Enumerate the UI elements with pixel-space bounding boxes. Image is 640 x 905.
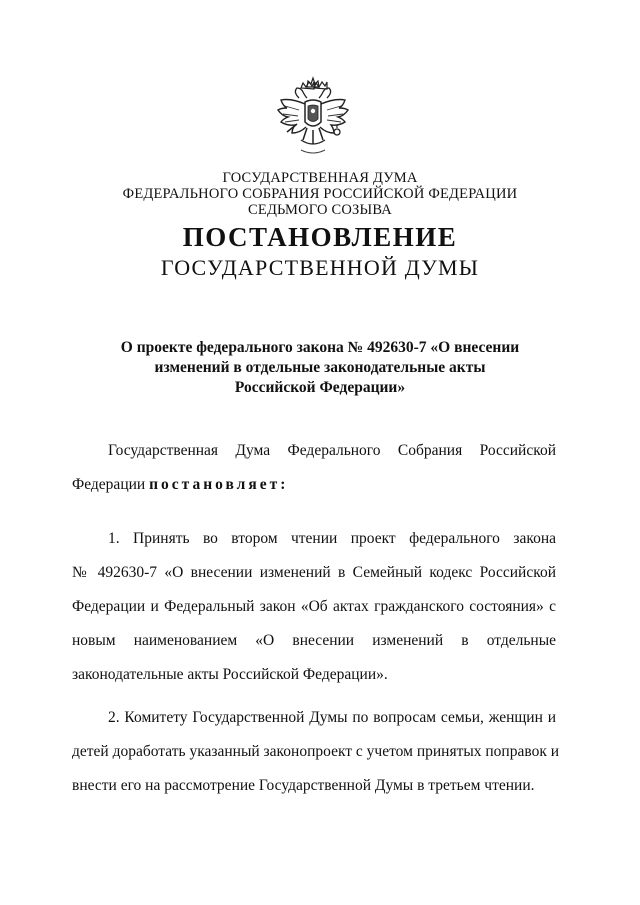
item-2-line: детей доработать указанный законопроект с учетом принятых поправок и	[72, 743, 560, 760]
preamble-line: Государственная Дума Федерального Собрания Российской	[108, 442, 556, 459]
document-title: ПОСТАНОВЛЕНИЕ	[182, 222, 458, 252]
item-1-line: № 492630-7 «О внесении изменений в Семейный кодекс Российской	[72, 564, 556, 581]
preamble-paragraph	[72, 434, 556, 502]
preamble-text: Федерации	[72, 476, 150, 493]
resolution-verb: постановляет:	[149, 476, 289, 493]
issuer-line-convocation: СЕДЬМОГО СОЗЫВА	[248, 202, 392, 218]
item-1-line: новым наименованием «О внесении изменений в отдельные	[72, 632, 556, 649]
item-1-line: законодательные акты Российской Федерации».	[72, 666, 388, 683]
issuer-line-federal-assembly: ФЕДЕРАЛЬНОГО СОБРАНИЯ РОССИЙСКОЙ ФЕДЕРАЦИИ	[122, 186, 518, 202]
item-1-line: Федерации и Федеральный закон «Об актах гражданского состояния» с	[72, 598, 556, 615]
item-2-line: 2. Комитету Государственной Думы по вопросам семьи, женщин и	[108, 709, 556, 726]
issuer-line-duma: ГОСУДАРСТВЕННАЯ ДУМА	[222, 170, 418, 186]
item-2-line: внести его на рассмотрение Государственной Думы в третьем чтении.	[72, 777, 535, 794]
item-1-line: 1. Принять во втором чтении проект федерального закона	[108, 530, 556, 547]
document-subtitle: ГОСУДАРСТВЕННОЙ ДУМЫ	[160, 255, 480, 280]
preamble-line	[72, 468, 556, 502]
subject-line: изменений в отдельные законодательные акты	[154, 359, 486, 376]
coat-of-arms-emblem-icon	[271, 76, 355, 162]
subject-line: Российской Федерации»	[234, 379, 406, 396]
item-1-paragraph	[72, 522, 556, 692]
item-2-paragraph	[72, 701, 560, 803]
subject-line: О проекте федерального закона № 492630-7 «О внесении	[120, 339, 520, 356]
document-subject	[90, 338, 550, 398]
